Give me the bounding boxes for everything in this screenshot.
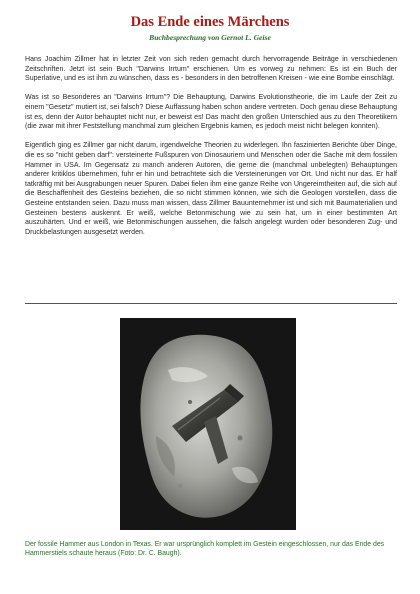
paragraph-1: Hans Joachim Zillmer hat in letzter Zeit von sich reden gemacht durch hervorragende Beiträge in verschiedenen Zeitschriften. Jetzt ist sein Buch "Darwins Irrtum" erschienen. Um es vorweg zu nehmen: Es ist ein Buch der Superlative, und es ist ihm zu wünschen, dass es - besonders in den betroffenen Kreisen - wie eine Bombe einschlägt.: [25, 56, 397, 83]
fossil-hammer-photo: [120, 318, 296, 530]
section-divider: [25, 303, 397, 304]
article-title: Das Ende eines Märchens: [130, 14, 290, 30]
article-subtitle: Buchbesprechung von Gernot L. Geise: [149, 33, 271, 42]
paragraph-2: Was ist so Besonderes an "Darwins Irrtum"? Die Behauptung, Darwins Evolutionstheorie, die im Laufe der Zeit zu einem "Gesetz" mutiert ist, sei falsch? Diese Auffassung haben schon andere vertreten. Doch genau diese Behauptung ist es, denn der Autor behauptet nicht nur, er beweist es! Das macht den großen Unterschied aus zu den Theoretikern (die zwar mit ihrer Feststellung manchmal zum gleichen Ergebnis kamen, es jedoch meist nicht belegen konnten).: [25, 94, 397, 131]
figure-caption: Der fossile Hammer aus London in Texas. Er war ursprünglich komplett im Gestein eingeschlossen, nur das Ende des Hammerstiels schaute heraus (Foto: Dr. C. Baugh).: [25, 541, 385, 558]
paragraph-3: Eigentlich ging es Zillmer gar nicht darum, irgendwelche Theorien zu widerlegen. Ihn faszinierten Berichte über Dinge, die es so "nicht geben darf": versteinerte Fußspuren von Dinosauriern und Menschen oder die Sache mit dem fossilen Hammer in USA. Im Gegensatz zu manch anderen Autoren, die gerne die (manchmal unbelegten) Behauptungen anderer kritiklos übernehmen, fuhr er hin und betrachtete sich die Versteinerungen vor Ort. Und nicht nur das. Er half tatkräftig mit bei Ausgrabungen neuer Spuren. Dabei fielen ihm eine ganze Reihe von Ungereimtheiten auf, die sich auf die Beschaffenheit des Gesteins beziehen, die so nicht stimmen können, wie sich die Geologen vorstellen, dass die Gesteine entstanden seien. Dazu muss man wissen, dass Zillmer Bauunternehmer ist und sich mit Baumaterialien und Gesteinen bestens auskennt. Er weiß, welche Betonmischung wie zu sein hat, um in einer bestimmten Art auszuhärten. Und er weiß, wie Betonmischungen aussehen, die falsch angelegt wurden oder besonderen Zug- und Druckbelastungen ausgesetzt werden.: [25, 142, 397, 236]
fossil-hammer-photo-illustration: [120, 318, 296, 530]
article-body: [25, 55, 397, 247]
